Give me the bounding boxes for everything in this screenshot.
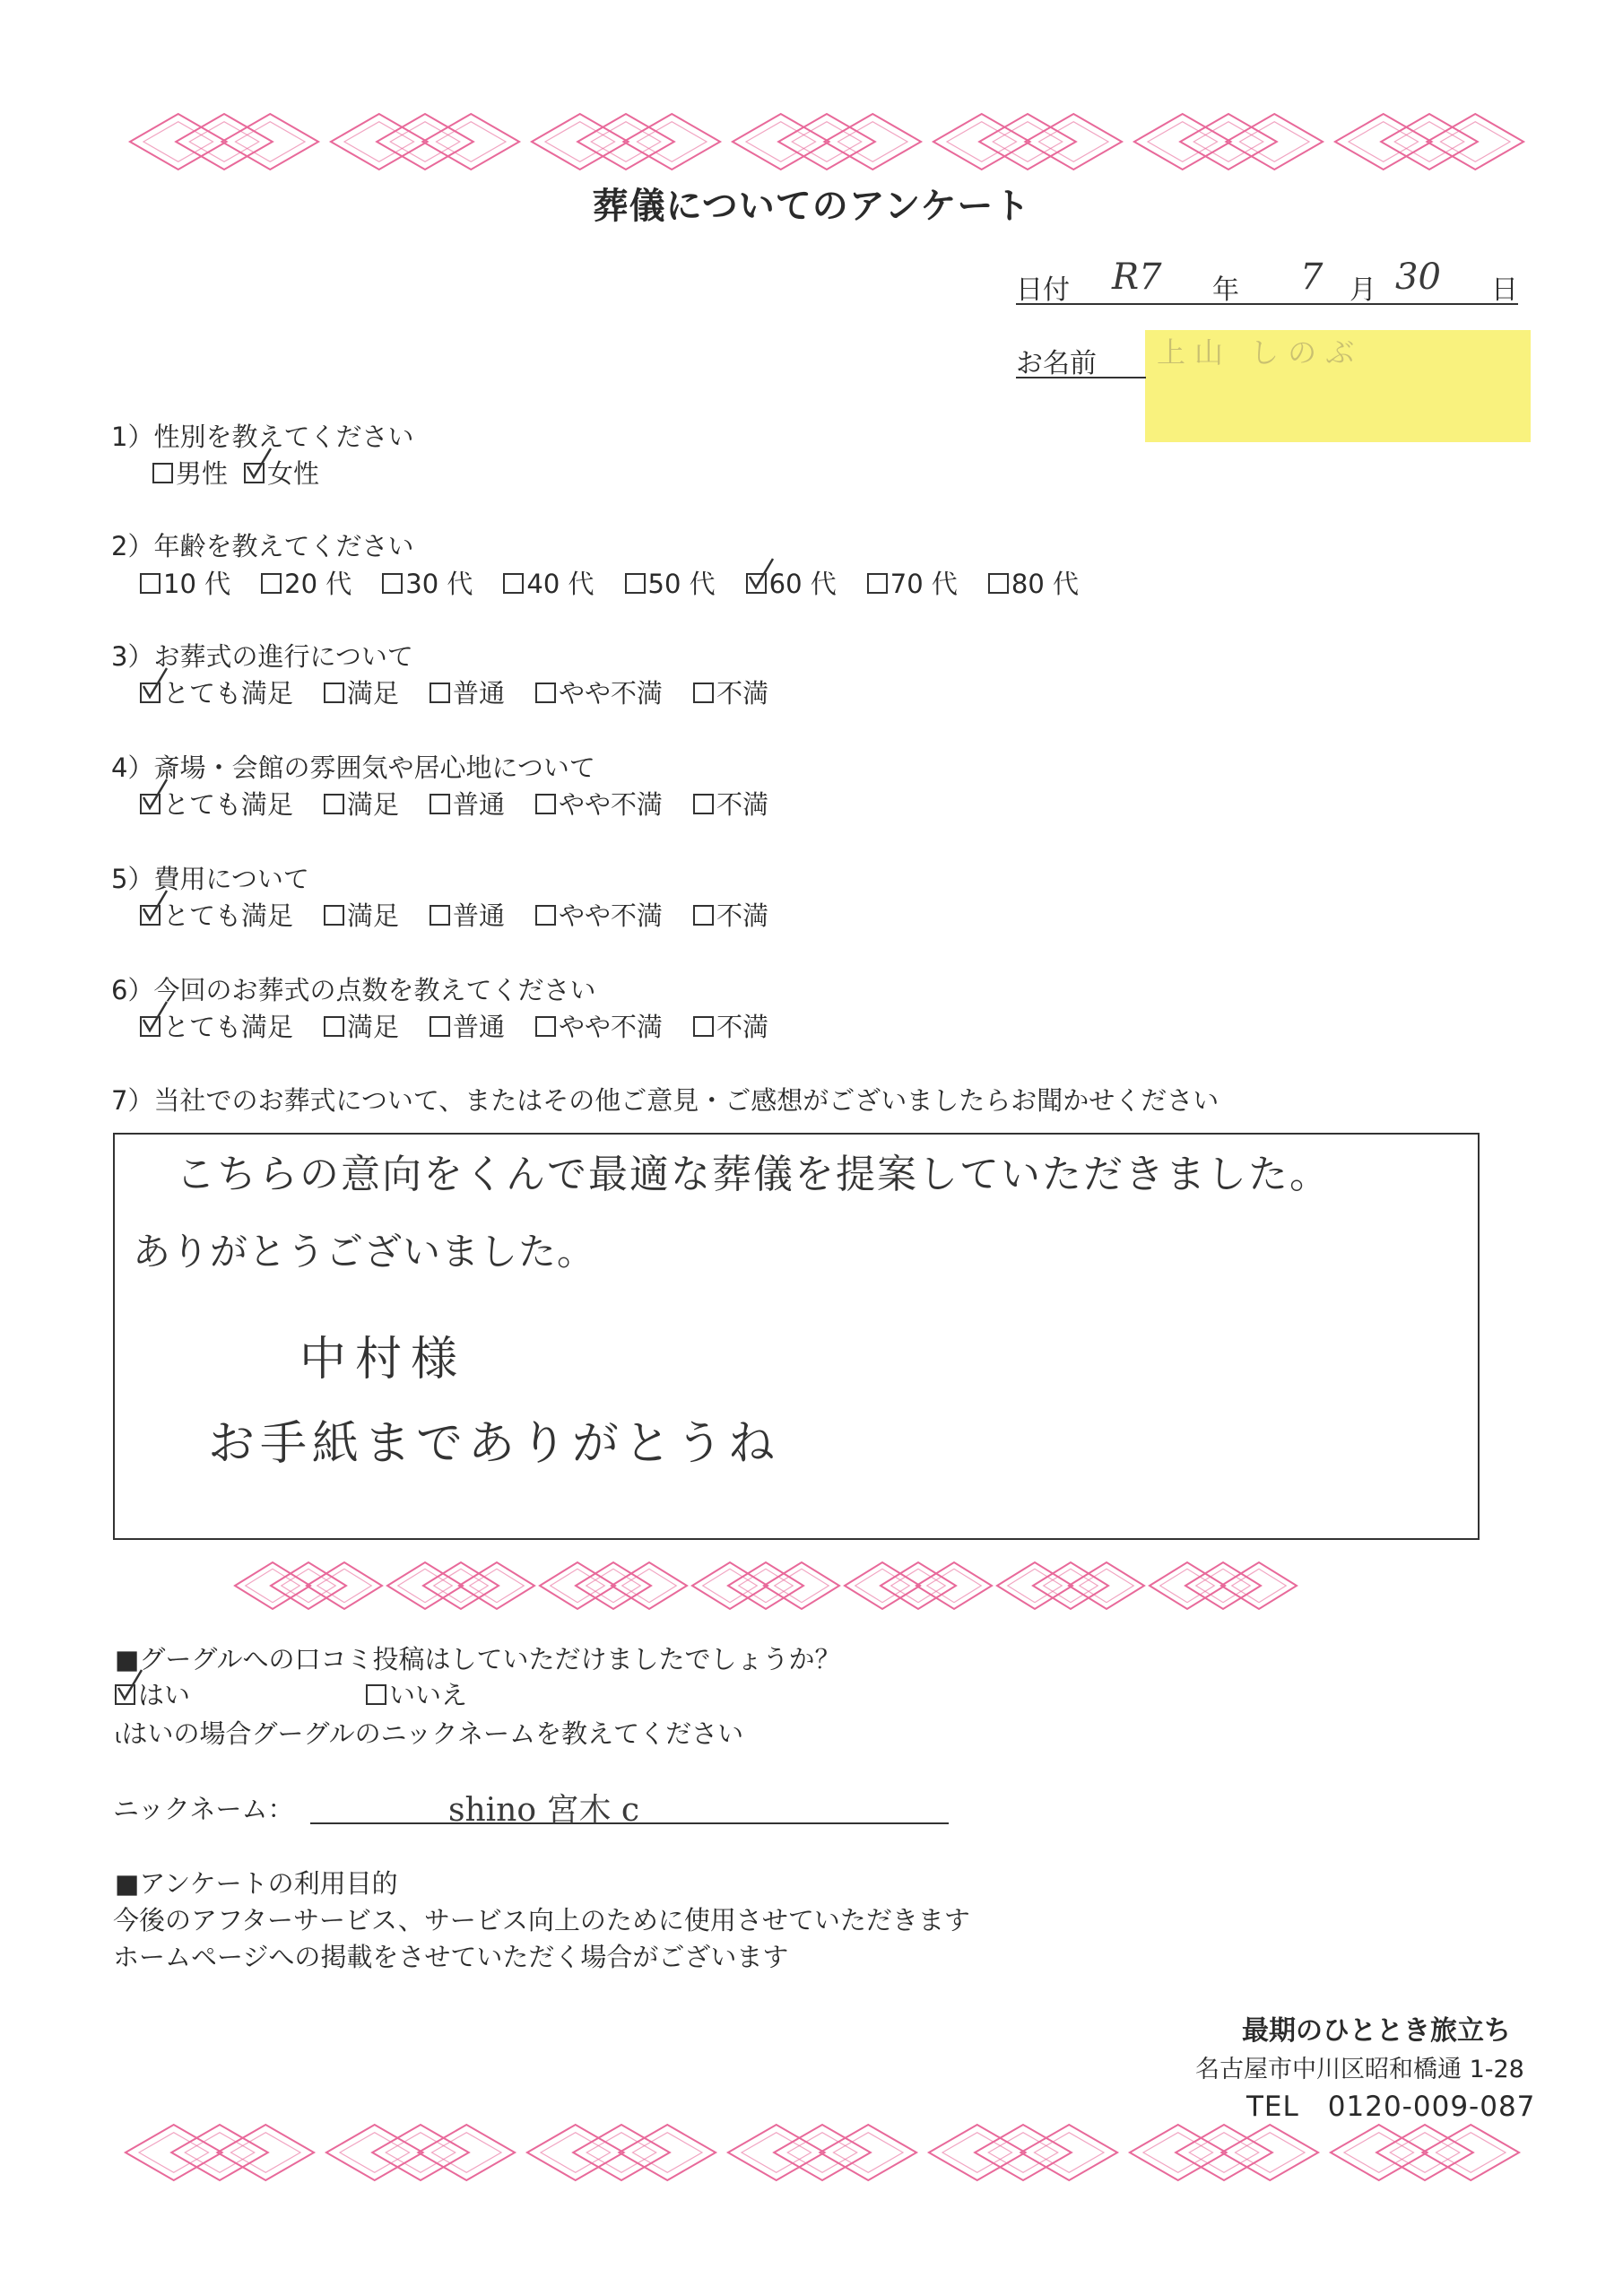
option-label: 50 代 — [647, 569, 716, 599]
question-6-option — [535, 1007, 663, 1044]
checkbox[interactable] — [261, 573, 282, 594]
question-6-option — [140, 1007, 293, 1044]
checkbox[interactable] — [244, 463, 265, 483]
diamond-ornament-icon — [130, 114, 318, 170]
purpose-line-1: 今後のアフターサービス、サービス向上のために使用させていただきます — [113, 1905, 970, 1935]
comment-line-4: お手紙までありがとうね — [208, 1417, 781, 1471]
question-7-label: 7）当社でのお葬式について、またはその他ご意見・ご感想がございましたらお聞かせください — [111, 1085, 1219, 1116]
diamond-ornament-icon — [1130, 2125, 1318, 2180]
checkbox[interactable] — [693, 683, 714, 703]
question-6-label: 6）今回のお葬式の点数を教えてください — [111, 975, 596, 1005]
question-3-label: 3）お葬式の進行について — [111, 641, 413, 672]
option-label: 不満 — [716, 900, 769, 931]
checkbox[interactable] — [988, 573, 1009, 594]
check-mark-icon — [140, 666, 176, 702]
google-yes-option — [115, 1675, 190, 1712]
checkbox[interactable] — [693, 794, 714, 814]
company-name: 最期のひととき旅立ち — [1242, 2015, 1511, 2047]
question-5-option — [535, 896, 663, 933]
checkbox[interactable] — [535, 1016, 556, 1037]
question-1-option — [244, 454, 319, 491]
checkbox[interactable] — [152, 463, 173, 483]
option-label: やや不満 — [559, 1012, 664, 1042]
google-no-option — [366, 1675, 467, 1712]
nickname-label: ニックネーム： — [113, 1794, 294, 1824]
check-mark-icon — [140, 1000, 176, 1036]
option-label: とても満足 — [163, 900, 294, 931]
option-label: 普通 — [453, 1012, 506, 1042]
date-day-value: 30 — [1395, 257, 1441, 298]
option-label: やや不満 — [559, 678, 664, 709]
diamond-ornament-icon — [326, 2125, 515, 2180]
diamond-ornament-icon — [540, 1562, 687, 1609]
nickname-value: shino 宮木 c — [448, 1792, 640, 1829]
checkbox[interactable] — [693, 1016, 714, 1037]
diamond-ornament-icon — [728, 2125, 916, 2180]
question-2-option — [746, 564, 837, 601]
name-value: 上山 しのぶ — [1157, 335, 1364, 370]
date-month-value: 7 — [1300, 257, 1324, 298]
question-3-options — [140, 674, 799, 710]
google-followup: ιはいの場合グーグルのニックネームを教えてください — [115, 1718, 744, 1749]
checkbox[interactable] — [324, 794, 344, 814]
check-mark-icon — [140, 778, 176, 813]
google-no-checkbox[interactable] — [366, 1684, 386, 1705]
checkbox[interactable] — [535, 683, 556, 703]
option-label: 60 代 — [768, 569, 837, 599]
name-label: お名前 — [1016, 348, 1097, 379]
question-4-options — [140, 785, 799, 822]
diamond-ornament-icon — [933, 114, 1122, 170]
google-question: ■グーグルへの口コミ投稿はしていただけましたでしょうか？ — [115, 1644, 841, 1674]
diamond-ornament-icon — [733, 114, 921, 170]
date-label: 日付 — [1016, 274, 1070, 306]
question-2-options — [140, 564, 1109, 601]
question-3-option — [430, 674, 505, 710]
option-label: 10 代 — [163, 569, 231, 599]
option-label: 満足 — [347, 900, 400, 931]
diamond-ornament-icon — [331, 114, 519, 170]
option-label: 30 代 — [405, 569, 473, 599]
checkbox[interactable] — [140, 1016, 161, 1037]
check-mark-icon — [115, 1668, 151, 1704]
comment-line-1: こちらの意向をくんで最適な葬儀を提案していただきました。 — [176, 1152, 1331, 1197]
day-label: 日 — [1491, 274, 1518, 306]
question-2-option — [867, 564, 958, 601]
diamond-ornament-icon — [235, 1562, 382, 1609]
option-label: やや不満 — [559, 789, 664, 820]
question-5-option — [140, 896, 293, 933]
option-label: とても満足 — [163, 789, 294, 820]
checkbox[interactable] — [867, 573, 888, 594]
option-label: 普通 — [453, 789, 506, 820]
diamond-ornament-icon — [692, 1562, 839, 1609]
question-2-option — [140, 564, 230, 601]
year-label: 年 — [1212, 274, 1239, 306]
checkbox[interactable] — [430, 794, 450, 814]
option-label: 女性 — [267, 458, 320, 489]
option-label: とても満足 — [163, 1012, 294, 1042]
question-5-label: 5）費用について — [111, 864, 309, 894]
option-label: とても満足 — [163, 678, 294, 709]
question-6-options — [140, 1007, 799, 1044]
option-label: 不満 — [716, 678, 769, 709]
diamond-ornament-icon — [532, 114, 720, 170]
checkbox[interactable] — [535, 905, 556, 926]
question-3-option — [140, 674, 293, 710]
diamond-ornament-icon — [1150, 1562, 1297, 1609]
company-tel: TEL 0120-009-087 — [1246, 2091, 1536, 2123]
checkbox[interactable] — [430, 1016, 450, 1037]
question-6-option — [324, 1007, 399, 1044]
question-5-option — [430, 896, 505, 933]
diamond-ornament-icon — [929, 2125, 1117, 2180]
company-address: 名古屋市中川区昭和橋通 1-28 — [1195, 2056, 1524, 2083]
question-2-option — [988, 564, 1079, 601]
option-label: 40 代 — [526, 569, 595, 599]
option-label: 普通 — [453, 678, 506, 709]
checkbox[interactable] — [693, 905, 714, 926]
question-3-option — [693, 674, 768, 710]
question-2-option — [382, 564, 473, 601]
google-no-label: いいえ — [389, 1680, 468, 1710]
checkbox[interactable] — [430, 683, 450, 703]
option-label: 満足 — [347, 789, 400, 820]
checkbox[interactable] — [140, 683, 161, 703]
question-5-option — [324, 896, 399, 933]
google-yes-checkbox[interactable] — [115, 1684, 135, 1705]
question-1-option — [152, 454, 228, 491]
comment-line-3: 中村様 — [299, 1333, 467, 1387]
question-6-option — [430, 1007, 505, 1044]
checkbox[interactable] — [140, 794, 161, 814]
comment-box — [113, 1133, 1480, 1540]
question-5-option — [693, 896, 768, 933]
question-3-option — [535, 674, 663, 710]
option-label: 80 代 — [1011, 569, 1079, 599]
checkbox[interactable] — [625, 573, 646, 594]
diamond-ornament-icon — [387, 1562, 534, 1609]
date-era-value: R7 — [1112, 257, 1162, 298]
diamond-ornament-icon — [1134, 114, 1323, 170]
checkbox[interactable] — [430, 905, 450, 926]
checkbox[interactable] — [140, 905, 161, 926]
check-mark-icon — [140, 889, 176, 925]
option-label: 満足 — [347, 1012, 400, 1042]
question-4-option — [140, 785, 293, 822]
question-3-option — [324, 674, 399, 710]
question-4-option — [535, 785, 663, 822]
diamond-ornament-icon — [1335, 114, 1523, 170]
diamond-ornament-icon — [997, 1562, 1144, 1609]
page-title: 葬儀についてのアンケート — [592, 186, 1031, 227]
name-underline — [1016, 377, 1146, 378]
question-2-label: 2）年齢を教えてください — [111, 531, 414, 561]
month-label: 月 — [1350, 274, 1376, 306]
checkbox[interactable] — [324, 1016, 344, 1037]
checkbox[interactable] — [324, 683, 344, 703]
option-label: 不満 — [716, 1012, 769, 1042]
question-4-option — [430, 785, 505, 822]
diamond-ornament-icon — [527, 2125, 716, 2180]
option-label: やや不満 — [559, 900, 664, 931]
question-2-option — [503, 564, 594, 601]
question-4-option — [693, 785, 768, 822]
check-mark-icon — [746, 557, 782, 593]
purpose-line-2: ホームページへの掲載をさせていただく場合がございます — [113, 1942, 789, 1972]
checkbox[interactable] — [746, 573, 767, 594]
checkbox[interactable] — [382, 573, 403, 594]
question-5-options — [140, 896, 799, 933]
purpose-heading: ■アンケートの利用目的 — [115, 1868, 398, 1899]
option-label: 20 代 — [284, 569, 352, 599]
diamond-ornament-icon — [1331, 2125, 1519, 2180]
checkbox[interactable] — [503, 573, 524, 594]
checkbox[interactable] — [535, 794, 556, 814]
option-label: 満足 — [347, 678, 400, 709]
google-followup-text: はいの場合グーグルのニックネームを教えてください — [121, 1718, 744, 1749]
diamond-ornament-icon — [126, 2125, 314, 2180]
option-label: 不満 — [716, 789, 769, 820]
option-label: 70 代 — [890, 569, 958, 599]
checkbox[interactable] — [324, 905, 344, 926]
question-2-option — [625, 564, 716, 601]
option-label: 普通 — [453, 900, 506, 931]
check-mark-icon — [244, 447, 280, 483]
comment-line-2: ありがとうございました。 — [133, 1230, 596, 1274]
date-underline — [1016, 303, 1518, 305]
question-6-option — [693, 1007, 768, 1044]
google-yes-label: はい — [138, 1680, 191, 1710]
question-4-label: 4）斎場・会館の雰囲気や居心地について — [111, 752, 595, 783]
checkbox[interactable] — [140, 573, 161, 594]
option-label: 男性 — [176, 458, 229, 489]
diamond-ornament-icon — [845, 1562, 992, 1609]
question-4-option — [324, 785, 399, 822]
question-2-option — [261, 564, 352, 601]
question-1-options — [152, 454, 335, 491]
question-1-label: 1）性別を教えてください — [111, 422, 414, 452]
